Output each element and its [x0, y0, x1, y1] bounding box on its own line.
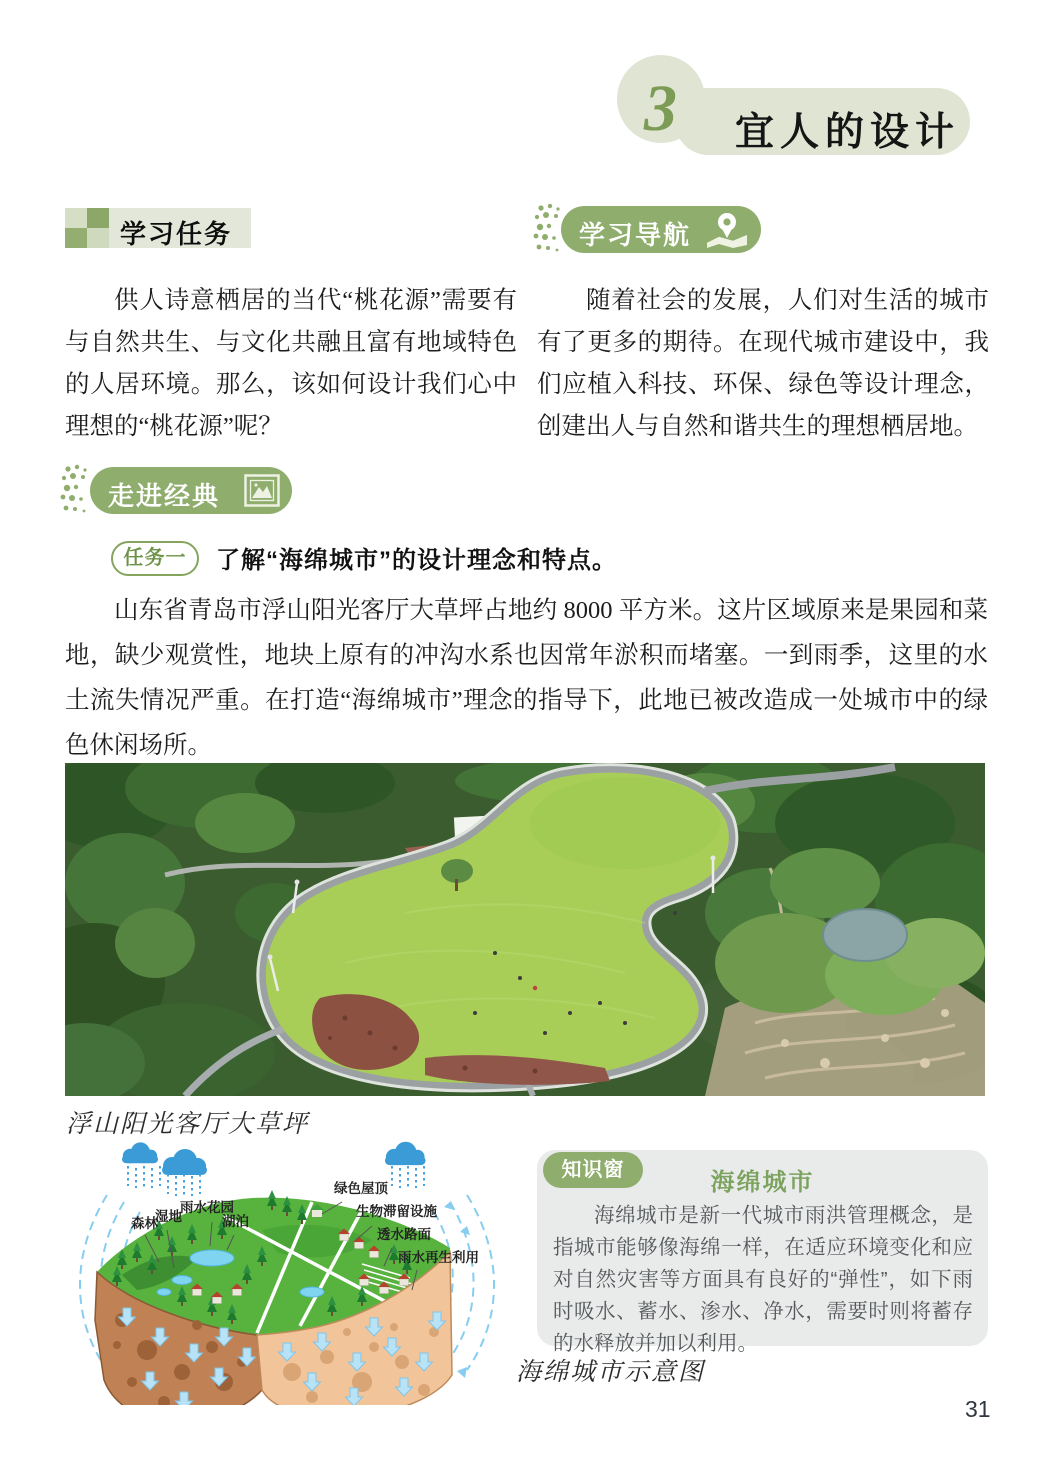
- knowledge-window: [537, 1150, 988, 1355]
- checker-icon: [65, 208, 109, 248]
- picture-frame-icon: [244, 474, 280, 507]
- section-header-nav: [561, 206, 761, 253]
- diagram-label-forest: 森林: [131, 1216, 158, 1231]
- sponge-city-diagram: [62, 1140, 512, 1405]
- task-one-badge: 任务一: [111, 541, 199, 576]
- knowledge-body-text: 海绵城市是新一代城市雨洪管理概念，是指城市能够像海绵一样，在适应环境变化和应对自然灾害等方面具有良好的“弹性”，如下雨时吸水、蓄水、渗水、净水，需要时则将蓄存的水释放并加以利用。: [553, 1204, 973, 1355]
- diagram-label-rain-garden: 雨水花园: [180, 1200, 234, 1215]
- halftone-dots: [60, 463, 94, 519]
- diagram-label-green-roof: 绿色屋顶: [334, 1181, 388, 1196]
- section-header-nav-label: 学习导航: [579, 220, 692, 250]
- diagram-label-lake: 湖泊: [222, 1214, 249, 1229]
- task-one-text: 了解“海绵城市”的设计理念和特点。: [216, 547, 617, 574]
- paragraph-intro-text: 山东省青岛市浮山阳光客厅大草坪占地约 8000 平方米。这片区域原来是果园和菜地，缺少观赏性，地块上原有的冲沟水系也因常年淤积而堵塞。一到雨季，这里的水土流失情况严重。在打造“海绵城市”理念的指导下，此地已被改造成一处城市中的绿色休闲场所。: [65, 597, 988, 759]
- diagram-label-permeable-pavement: 透水路面: [377, 1227, 431, 1242]
- park-photo: [65, 763, 985, 1096]
- park-photo-art: [65, 763, 985, 1096]
- paragraph-nav: [537, 280, 989, 448]
- paragraph-intro: [65, 588, 988, 768]
- diagram-label-rainwater-reuse: 雨水再生利用: [398, 1250, 479, 1265]
- sponge-city-art: [62, 1140, 512, 1405]
- section-header-classics-label: 走进经典: [108, 481, 221, 511]
- page-number: 31: [965, 1396, 991, 1422]
- paragraph-nav-text: 随着社会的发展，人们对生活的城市有了更多的期待。在现代城市建设中，我们应植入科技、环保、绿色等设计理念，创建出人与自然和谐共生的理想栖居地。: [537, 287, 989, 440]
- chapter-number: 3: [644, 72, 677, 145]
- paragraph-tasks-text: 供人诗意栖居的当代“桃花源”需要有与自然共生、与文化共融且富有地域特色的人居环境。那么，该如何设计我们心中理想的“桃花源”呢？: [65, 287, 517, 440]
- knowledge-badge: 知识窗: [543, 1152, 643, 1188]
- diagram-caption: 海绵城市示意图: [516, 1357, 706, 1386]
- map-pin-icon: [703, 212, 751, 248]
- diagram-label-bioretention: 生物滞留设施: [356, 1204, 437, 1219]
- section-header-tasks-label: 学习任务: [120, 219, 233, 249]
- paragraph-tasks: [65, 280, 517, 448]
- section-header-classics: [90, 467, 292, 514]
- diagram-label-wetland: 湿地: [155, 1209, 182, 1224]
- chapter-title: 宜人的设计: [735, 111, 961, 154]
- photo-caption: 浮山阳光客厅大草坪: [66, 1109, 310, 1138]
- knowledge-body: [553, 1200, 973, 1360]
- section-header-tasks: [65, 208, 251, 248]
- chapter-badge: [617, 55, 970, 160]
- knowledge-title: 海绵城市: [710, 1169, 815, 1196]
